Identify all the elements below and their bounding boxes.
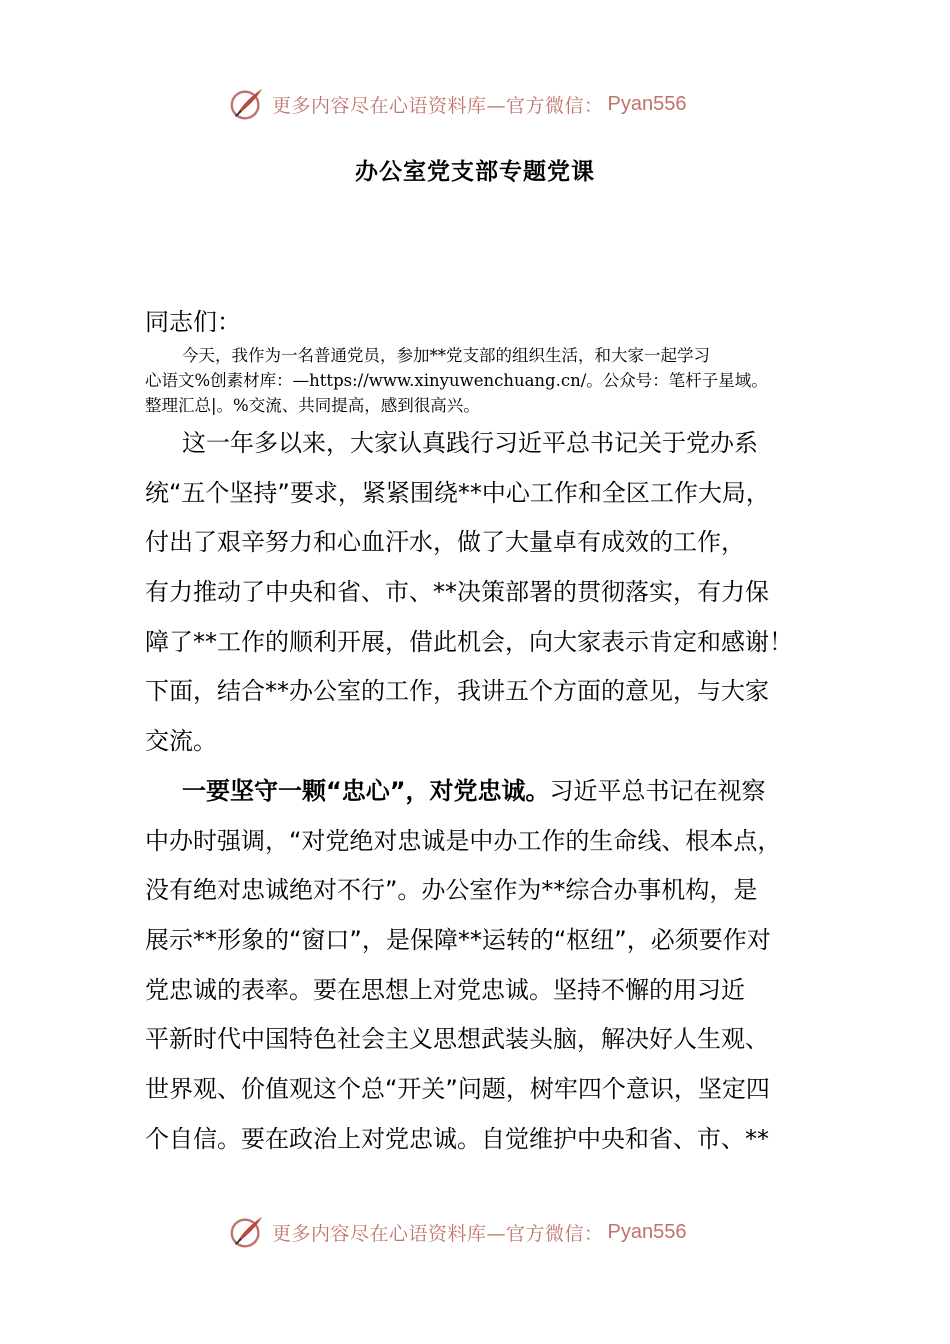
text-span: 习近平总书记在视察 <box>549 777 766 805</box>
text-line: 党忠诚的表率。要在思想上对党忠诚。坚持不懈的用习近 <box>145 975 745 1004</box>
text-line: 统“五个坚持”要求，紧紧围绕**中心工作和全区工作大局， <box>145 478 770 507</box>
banner-wechat-id: Pyan556 <box>607 1220 687 1243</box>
banner-text: 更多内容尽在心语资料库—官方微信： <box>272 1222 604 1245</box>
quill-logo-icon <box>228 85 266 123</box>
text-line: 这一年多以来，大家认真践行习近平总书记关于党办系 <box>182 429 758 457</box>
document-title: 办公室党支部专题党课 <box>355 159 595 185</box>
paragraph-thanks <box>145 419 835 767</box>
text-line: 有力推动了中央和省、市、**决策部署的贯彻落实，有力保 <box>145 578 769 607</box>
banner-text: 更多内容尽在心语资料库—官方微信： <box>272 94 604 117</box>
intro-line: 今天，我作为一名普通党员，参加**党支部的组织生活，和大家一起学习 <box>182 346 710 365</box>
paragraph-loyalty <box>145 767 835 1165</box>
text-line: 没有绝对忠诚绝对不行”。办公室作为**综合办事机构，是 <box>145 876 758 905</box>
footer-watermark-banner <box>228 1212 686 1252</box>
text-line: 下面，结合**办公室的工作，我讲五个方面的意见，与大家 <box>145 677 769 706</box>
text-line <box>145 767 835 817</box>
intro-line: 整理汇总|。%交流、共同提高，感到很高兴。 <box>145 396 480 415</box>
text-line: 中办时强调，“对党绝对忠诚是中办工作的生命线、根本点， <box>145 826 782 855</box>
section-heading: 一要坚守一颗“忠心”，对党忠诚。 <box>182 777 550 805</box>
intro-paragraph <box>145 343 835 418</box>
text-line: 个自信。要在政治上对党忠诚。自觉维护中央和省、市、** <box>145 1124 769 1153</box>
banner-wechat-id: Pyan556 <box>607 92 687 115</box>
text-line: 平新时代中国特色社会主义思想武装头脑，解决好人生观、 <box>145 1025 769 1054</box>
header-watermark-banner <box>228 84 686 124</box>
quill-logo-icon <box>228 1213 266 1251</box>
intro-line: 心语文%创素材库：—https://www.xinyuwenchuang.cn/。公众号：笔杆子星域。 <box>145 371 768 390</box>
text-line: 交流。 <box>145 727 217 756</box>
text-line: 世界观、价值观这个总“开关”问题，树牢四个意识，坚定四 <box>145 1075 770 1104</box>
text-line: 障了**工作的顺利开展，借此机会，向大家表示肯定和感谢！ <box>145 627 793 656</box>
greeting: 同志们： <box>145 308 241 336</box>
text-line: 展示**形象的“窗口”，是保障**运转的“枢纽”，必须要作对 <box>145 926 771 955</box>
text-line: 付出了艰辛努力和心血汗水，做了大量卓有成效的工作， <box>145 528 745 557</box>
